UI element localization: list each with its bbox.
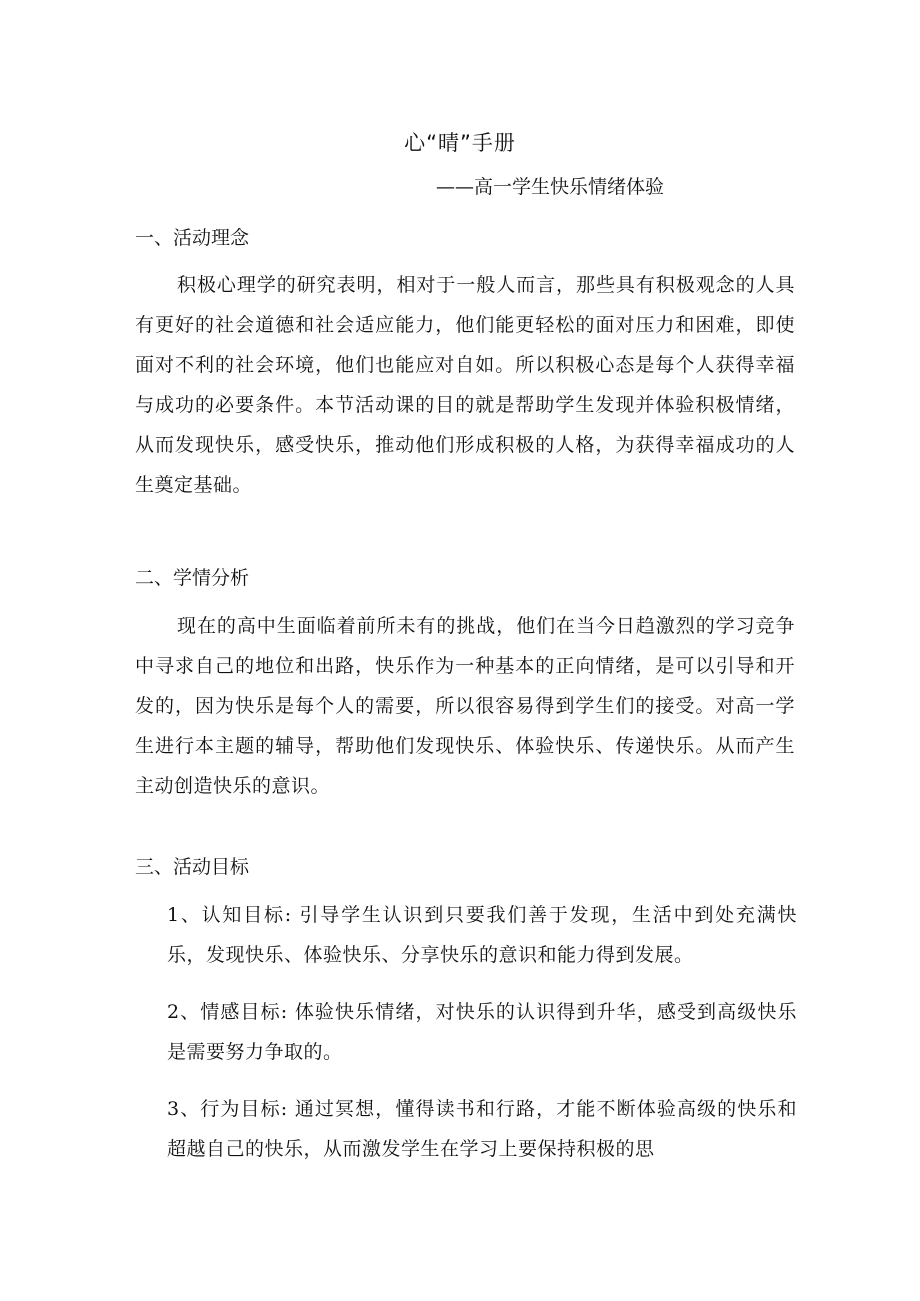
goal-item-behavioral: 3、行为目标: 通过冥想，懂得读书和行路，才能不断体验高级的快乐和超越自己的快乐，从而激发学生在学习上要保持积极的思 (167, 1098, 797, 1160)
section-heading-goals: 三、活动目标 (135, 856, 250, 878)
document-title: 心“晴”手册 (404, 131, 516, 155)
section-heading-concept: 一、活动理念 (135, 227, 250, 249)
document-subtitle: ——高一学生快乐情绪体验 (436, 176, 665, 198)
section-heading-analysis: 二、学情分析 (135, 567, 250, 589)
goal-item-emotional: 2、情感目标: 体验快乐情绪，对快乐的认识得到升华，感受到高级快乐是需要努力争取的。 (167, 1001, 797, 1063)
section-paragraph-concept: 积极心理学的研究表明，相对于一般人而言，那些具有积极观念的人具有更好的社会道德和社会适应能力，他们能更轻松的面对压力和困难，即使面对不利的社会环境，他们也能应对自如。所以积极心态是每个人获得幸福与成功的必要条件。本节活动课的目的就是帮助学生发现并体验积极情绪，从而发现快乐，感受快乐，推动他们形成积极的人格，为获得幸福成功的人生奠定基础。 (135, 274, 795, 496)
goal-item-cognitive: 1、认知目标: 引导学生认识到只要我们善于发现，生活中到处充满快乐，发现快乐、体验快乐、分享快乐的意识和能力得到发展。 (167, 904, 797, 966)
section-paragraph-analysis: 现在的高中生面临着前所未有的挑战，他们在当今日趋激烈的学习竞争中寻求自己的地位和出路，快乐作为一种基本的正向情绪，是可以引导和开发的，因为快乐是每个人的需要，所以很容易得到学生们的接受。对高一学生进行本主题的辅导，帮助他们发现快乐、体验快乐、传递快乐。从而产生主动创造快乐的意识。 (135, 615, 795, 797)
